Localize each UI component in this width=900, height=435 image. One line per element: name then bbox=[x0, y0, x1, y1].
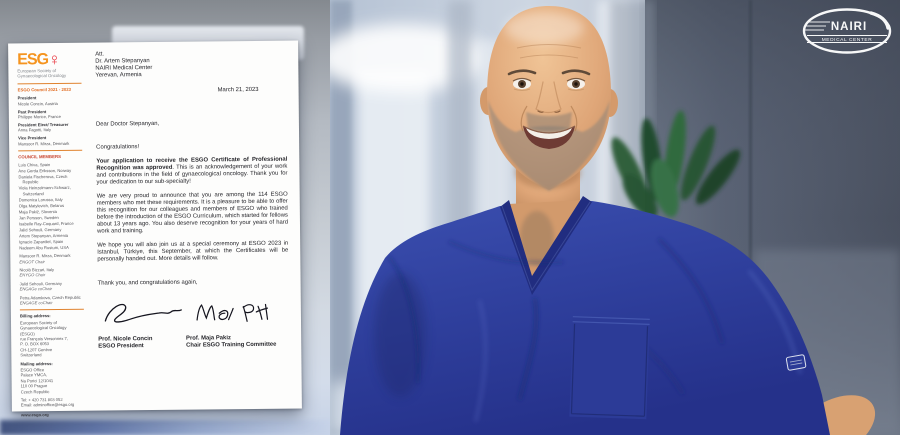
chair-entry: Jalid Sehouli, Germany ENGAGe coChair bbox=[19, 280, 62, 292]
paragraph-recognition: We are very proud to announce that you are among the 114 ESGO members who met these requirements. It is a pleasure to be able to offer this recognition for our colleagues and members of ESGO who trained before the introduction of the ESGO Curriculum, which started for fellows about 13 years ago. You also deserve recognition for your years of hard work and training. bbox=[96, 191, 289, 235]
scrubs-brand-tag bbox=[786, 355, 806, 371]
council-member: Isabelle Ray-Coquard, France bbox=[18, 220, 74, 227]
officer: Past President Philippe Morice, France bbox=[17, 108, 61, 120]
congratulations-line: Congratulations! bbox=[96, 144, 140, 151]
council-title: ESGO Council 2021 - 2023 bbox=[17, 86, 72, 93]
letter-date: March 21, 2023 bbox=[217, 86, 259, 94]
officer: Vice President Mansoor R. Mirza, Denmark bbox=[18, 135, 70, 146]
officer: President Elect/ Treasurer Anna Fagotti, Italy bbox=[17, 121, 69, 133]
signer-pakiz: Prof. Maja Pakiz Chair ESGO Training Committee bbox=[186, 335, 277, 349]
paragraph-ceremony: We hope you will also join us at a special ceremony at ESGO 2023 in Istanbul, Türkiye, this September, at which the Certificates will be personally handed out. More details will follow. bbox=[97, 240, 289, 263]
signature-pakiz bbox=[186, 296, 289, 332]
signature-concin bbox=[98, 297, 186, 333]
letterhead-sidebar bbox=[17, 49, 91, 418]
salutation: Dear Doctor Stepanyan, bbox=[95, 120, 160, 128]
doctor-photo bbox=[330, 0, 900, 435]
esgo-letter bbox=[8, 40, 302, 418]
council-member: Ignacio Zapardiel, Spain bbox=[19, 238, 64, 245]
scrubs-pocket bbox=[569, 317, 649, 420]
letter-body bbox=[87, 50, 290, 403]
website: www.esgo.org bbox=[20, 411, 49, 418]
council-member: Olga Matylevich, Belarus bbox=[18, 202, 65, 209]
esgo-logo-text: ESG bbox=[17, 51, 49, 69]
nairi-logo-name: NAIRI bbox=[830, 21, 868, 33]
esgo-logo bbox=[17, 49, 81, 79]
council-member: Luis Chiva, Spain bbox=[18, 161, 51, 168]
council-member: Artem Stepanyan, Armenia bbox=[19, 232, 69, 239]
council-member: Nadeem Abu Rustum, USA bbox=[19, 244, 69, 251]
chair-entry: Nicolò Bizzari, Italy ENYGO Chair bbox=[19, 266, 55, 278]
esgo-logo-subtitle: European Society of Gynaecological Oncology bbox=[17, 68, 67, 79]
signature-names-row bbox=[98, 335, 289, 351]
closing-line: Thank you, and congratulations again, bbox=[97, 279, 198, 287]
billing-address: Billing address: European Society of Gynaecological Oncology (ESGO) rue François Versonnex 7, P. O. BOX 6053 CH-1207 Genève Switzerland bbox=[19, 313, 68, 358]
officer: President Nicole Concin, Austria bbox=[17, 95, 58, 107]
council-member: Domenica Lorusso, Italy bbox=[18, 196, 63, 203]
divider bbox=[20, 309, 84, 311]
backdrop-dark-band bbox=[0, 420, 336, 435]
divider bbox=[18, 150, 82, 152]
contact-info: Tel: + 420 731 803 052 Email: adminoffice@esgo.org bbox=[20, 397, 75, 408]
divider bbox=[17, 83, 81, 85]
nairi-logo-subtitle: MEDICAL CENTER bbox=[821, 38, 873, 43]
paragraph-approval: Your application to receive the ESGO Certificate of Professional Recognition was approved. This is an acknowledgement of your work and contributions in the field of gynaecological oncology. Thank you for your dedication to our sub-specialty! bbox=[96, 156, 288, 186]
council-member: Viola Heinzelmann-Schwarz, Switzerland bbox=[18, 185, 71, 197]
signer-concin: Prof. Nicole Concin ESGO President bbox=[98, 336, 153, 350]
chair-entry: Petra Adamkova, Czech Republic ENGAGE coChair bbox=[19, 294, 81, 306]
council-member: Maja Pakiž, Slovenia bbox=[18, 208, 57, 215]
council-member: Jalid Sehouli, Germany bbox=[19, 226, 62, 233]
recipient-block: Att. Dr. Artem Stepanyan NAIRI Medical Center Yerevan, Armenia bbox=[95, 51, 153, 79]
council-member: Ane Gerda Eriksson, Norway bbox=[18, 167, 72, 174]
council-member: Jan Persson, Sweden bbox=[18, 214, 59, 221]
signatures-row bbox=[98, 296, 289, 333]
mailing-address: Mailing address: ESGO Office Palace YMCA, Na Porici 12/1041 110 00 Prague Czech Republic bbox=[20, 360, 54, 395]
council-member: Daniela Fischerova, Czech Republic bbox=[18, 173, 68, 185]
chair-entry: Mansoor R. Mirza, Denmark ENGOT Chair bbox=[19, 252, 71, 264]
council-members-title: COUNCIL MEMBERS bbox=[18, 153, 61, 160]
female-symbol-icon: ♀ bbox=[47, 49, 61, 70]
